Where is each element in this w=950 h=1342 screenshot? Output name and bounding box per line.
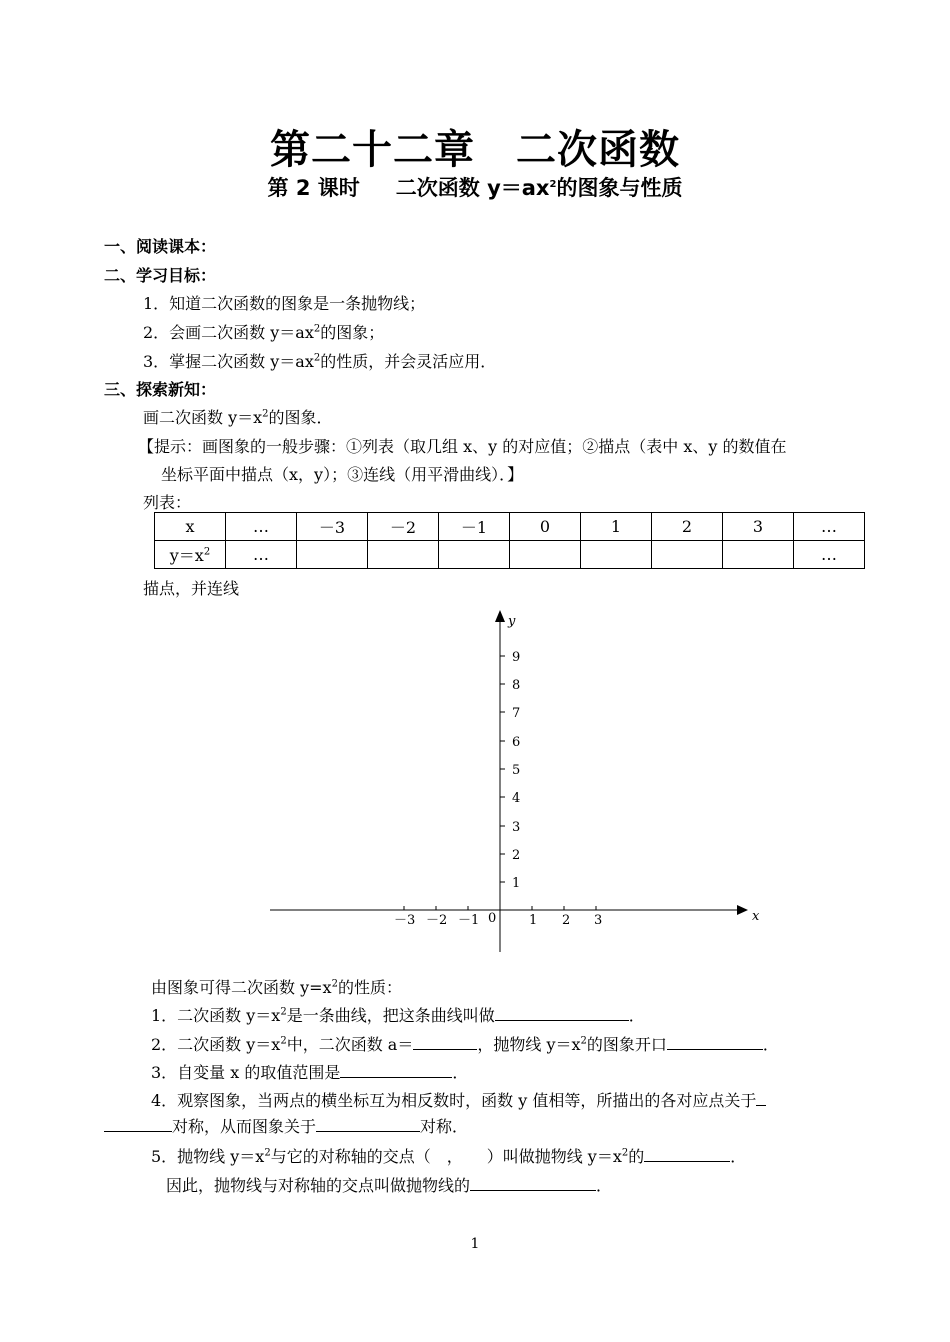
table-cell: －1 <box>439 513 510 541</box>
p4-mid: 对称，从而图象关于 <box>172 1117 317 1136</box>
hint-line-1: 【提示：画图象的一般步骤：①列表（取几组 x、y 的对应值；②描点（表中 x、y 的数值在 <box>138 437 787 456</box>
properties-intro <box>151 975 402 998</box>
table-cell: 3 <box>723 513 794 541</box>
hint-line-2: 坐标平面中描点（x，y）；③连线（用平滑曲线）．】 <box>161 465 524 484</box>
table-cell: 2 <box>652 513 723 541</box>
goal-1: 1．知道二次函数的图象是一条抛物线； <box>143 294 426 313</box>
y-tick-label: 9 <box>512 650 521 665</box>
p2-exp2: 2 <box>580 1035 587 1047</box>
table-cell: 1 <box>581 513 652 541</box>
p2-end: ． <box>762 1035 779 1054</box>
section-explore: 三、探索新知： <box>104 380 217 399</box>
y-tick-label: 5 <box>512 763 521 778</box>
goal-3-post: 的性质，并会灵活应用． <box>320 352 497 371</box>
answer-blank[interactable] <box>413 1035 477 1050</box>
conclusion-end: ． <box>596 1176 613 1195</box>
property-5 <box>151 1144 746 1167</box>
answer-blank[interactable] <box>667 1035 763 1050</box>
p3-text: 3．自变量 x 的取值范围是 <box>151 1063 341 1082</box>
explore-intro-post: 的图象． <box>268 408 333 427</box>
p2-mid1: 中，二次函数 a＝ <box>286 1035 414 1054</box>
prop-intro-exp: 2 <box>331 978 338 990</box>
goal-3-exp: 2 <box>313 352 321 364</box>
origin-label: 0 <box>488 911 497 926</box>
section-goals: 二、学习目标： <box>104 266 217 285</box>
table-label: 列表： <box>143 493 192 512</box>
table-cell: … <box>226 541 297 569</box>
y-axis-label: y <box>508 614 516 629</box>
table-cell: x <box>155 513 226 541</box>
property-4-line2 <box>104 1114 468 1137</box>
property-2 <box>151 1032 779 1055</box>
x-axis-arrow <box>737 905 748 915</box>
p5-end: ． <box>730 1147 747 1166</box>
p2-mid3: 的图象开口 <box>586 1035 667 1054</box>
prop-intro-post: 的性质： <box>337 978 402 997</box>
x-axis-label: x <box>752 909 760 924</box>
y-tick-label: 2 <box>512 848 521 863</box>
explore-intro-pre: 画二次函数 y＝x <box>143 408 263 427</box>
page-number: 1 <box>470 1236 480 1252</box>
y-axis-arrow <box>495 610 505 622</box>
x-tick-label: －1 <box>458 913 480 928</box>
answer-blank[interactable] <box>104 1117 172 1132</box>
y-tick-label: 6 <box>512 735 521 750</box>
goal-2-post: 的图象； <box>320 323 385 342</box>
table-cell: 0 <box>510 513 581 541</box>
goal-2-exp: 2 <box>313 323 321 335</box>
answer-blank[interactable] <box>756 1091 766 1106</box>
p4-line1: 4．观察图象，当两点的横坐标互为相反数时，函数 y 值相等，所描出的各对应点关于 <box>151 1091 757 1110</box>
conclusion-text: 因此，抛物线与对称轴的交点叫做抛物线的 <box>166 1176 471 1195</box>
table-cell: … <box>794 513 865 541</box>
p1-post: 是一条曲线，把这条曲线叫做 <box>286 1006 495 1025</box>
x-tick-label: 3 <box>594 913 603 928</box>
p2-pre: 2．二次函数 y＝x <box>151 1035 281 1054</box>
p1-exp: 2 <box>280 1006 287 1018</box>
x-tick-label: 1 <box>529 913 538 928</box>
chapter-title: 第二十二章 二次函数 <box>270 127 680 173</box>
p5-exp2: 2 <box>621 1147 629 1159</box>
goal-3-pre: 3．掌握二次函数 y＝ax <box>143 352 314 371</box>
p1-end: ． <box>628 1006 645 1025</box>
p2-mid2: ，抛物线 y＝x <box>477 1035 581 1054</box>
p1-pre: 1．二次函数 y＝x <box>151 1006 281 1025</box>
property-4-line1 <box>151 1088 766 1111</box>
p2-exp: 2 <box>280 1035 287 1047</box>
p4-end: 对称． <box>420 1117 469 1136</box>
row2-head-pre: y＝x <box>169 546 204 565</box>
x-tick-label: －2 <box>426 913 448 928</box>
section-read: 一、阅读课本： <box>104 237 217 256</box>
y-tick-label: 3 <box>512 820 521 835</box>
goal-2-pre: 2．会画二次函数 y＝ax <box>143 323 314 342</box>
lesson-prefix: 第 2 课时 <box>267 176 360 200</box>
property-1 <box>151 1003 645 1026</box>
p5-pre: 5．抛物线 y＝x <box>151 1147 265 1166</box>
answer-blank[interactable] <box>644 1147 730 1162</box>
answer-blank[interactable] <box>340 1063 452 1078</box>
y-tick-label: 4 <box>512 791 521 806</box>
y-tick-label: 1 <box>512 876 521 891</box>
table-cell: … <box>226 513 297 541</box>
x-tick-label: －3 <box>394 913 416 928</box>
prop-intro-pre: 由图象可得二次函数 y=x <box>151 978 332 997</box>
property-3 <box>151 1060 468 1083</box>
table-cell: －2 <box>368 513 439 541</box>
p5-post: 的 <box>628 1147 645 1166</box>
lesson-name-post: 的图象与性质 <box>556 176 683 200</box>
x-tick-label: 2 <box>562 913 571 928</box>
table-cell: … <box>794 541 865 569</box>
answer-blank[interactable] <box>470 1176 596 1191</box>
p3-end: ． <box>452 1063 469 1082</box>
p5-mid: 与它的对称轴的交点（ ， ）叫做抛物线 y＝x <box>270 1147 622 1166</box>
lesson-name-pre: 二次函数 y＝ax <box>395 176 550 200</box>
plot-label: 描点，并连线 <box>143 579 240 598</box>
row2-head-exp: 2 <box>203 546 211 558</box>
p5-exp: 2 <box>264 1147 271 1159</box>
lesson-exp: 2 <box>549 179 557 190</box>
explore-intro-exp: 2 <box>262 408 269 420</box>
answer-blank[interactable] <box>316 1117 420 1132</box>
table-cell: －3 <box>297 513 368 541</box>
answer-blank[interactable] <box>495 1006 629 1021</box>
y-tick-label: 8 <box>512 678 521 693</box>
conclusion <box>166 1173 612 1196</box>
y-tick-label: 7 <box>512 706 521 721</box>
